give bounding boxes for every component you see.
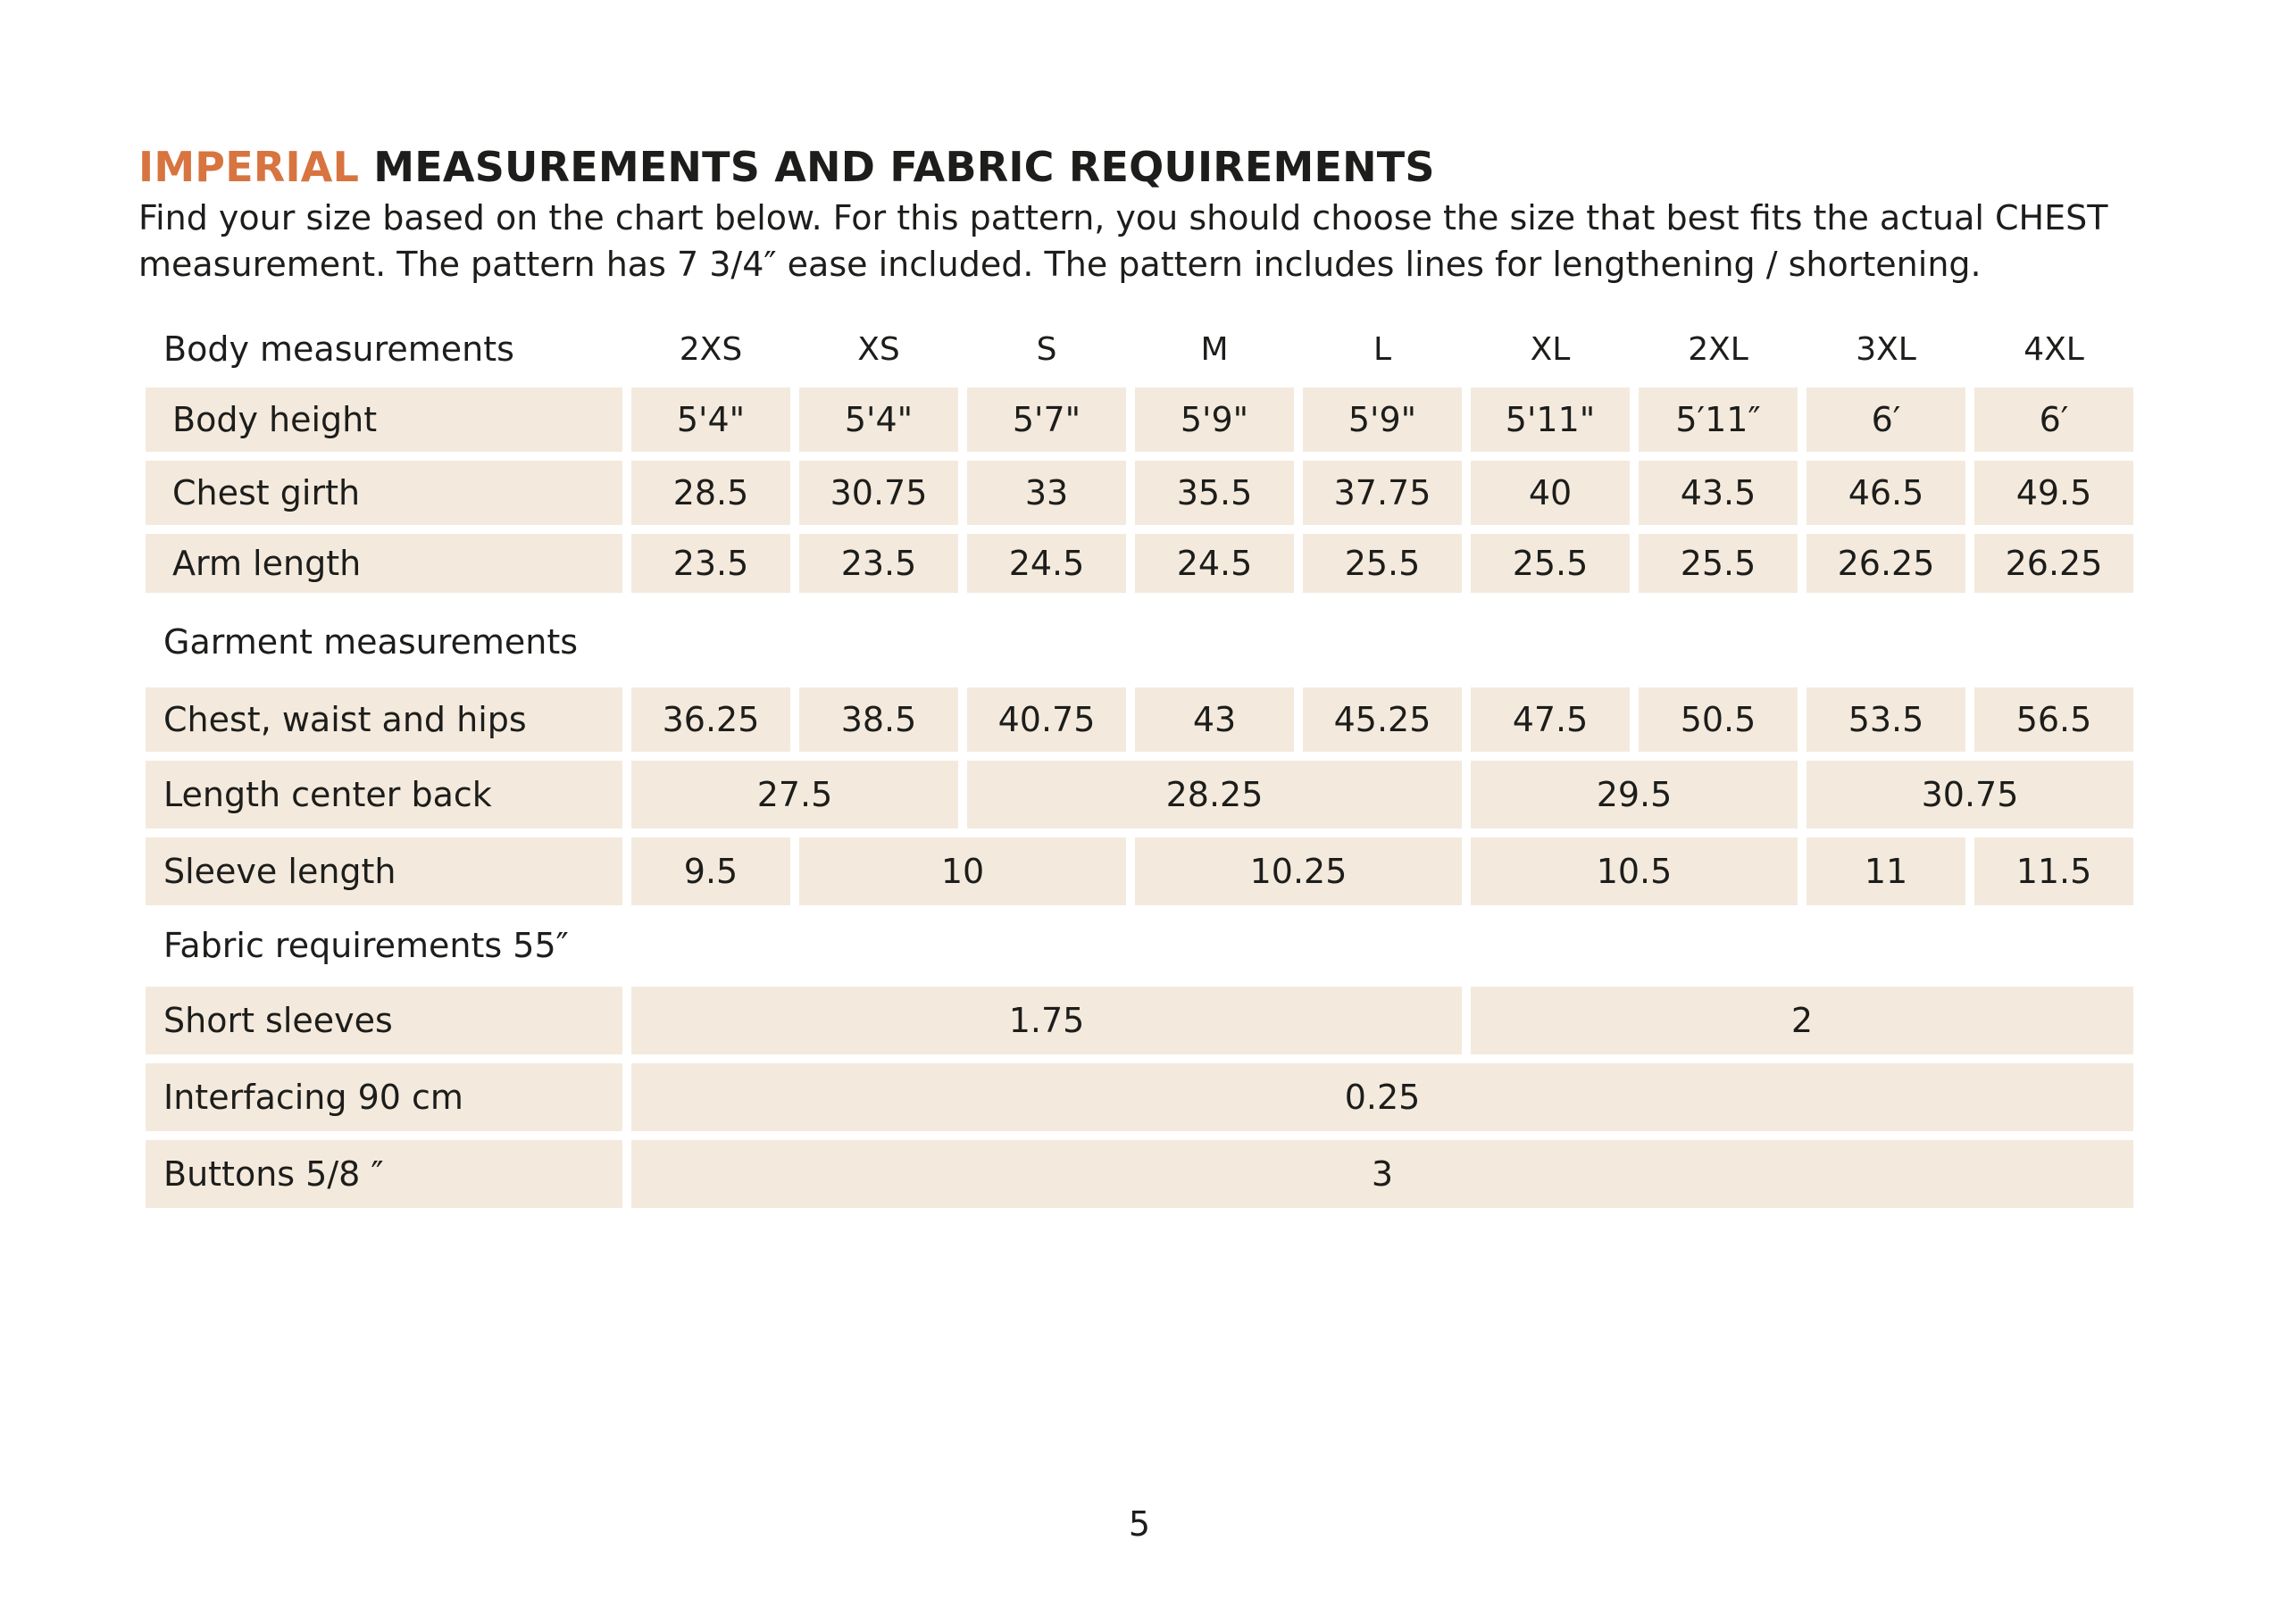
table-cell: 5'4": [799, 387, 958, 452]
table-cell: 24.5: [967, 534, 1126, 593]
table-cell: 43: [1135, 687, 1294, 752]
row-label-buttons: Buttons 5/8 ″: [146, 1140, 622, 1208]
table-cell: 33: [967, 461, 1126, 525]
table-cell: 3: [631, 1140, 2133, 1208]
intro-line-2: measurement. The pattern has 7 3/4″ ease included. The pattern includes lines for lengthening / shortening.: [138, 245, 1982, 284]
table-cell: 10.5: [1471, 837, 1798, 905]
table-cell: 28.25: [967, 761, 1462, 829]
row-label-short-sleeves: Short sleeves: [146, 987, 622, 1054]
row-label-chest-waist-hips: Chest, waist and hips: [146, 687, 622, 752]
size-header: 4XL: [2023, 330, 2084, 368]
size-header: L: [1373, 330, 1392, 368]
size-header: M: [1200, 330, 1229, 368]
intro-line-1: Find your size based on the chart below. For this pattern, you should choose the size that best fits the actual CHEST: [138, 198, 2108, 237]
size-header: XL: [1530, 330, 1571, 368]
size-header: 3XL: [1856, 330, 1916, 368]
table-cell: 53.5: [1807, 687, 1965, 752]
table-cell: 29.5: [1471, 761, 1798, 829]
table-cell: 0.25: [631, 1063, 2133, 1131]
table-cell: 25.5: [1303, 534, 1462, 593]
table-cell: 26.25: [1974, 534, 2133, 593]
table-cell: 23.5: [799, 534, 958, 593]
size-header: XS: [857, 330, 900, 368]
row-label-sleeve-length: Sleeve length: [146, 837, 622, 905]
table-cell: 5′11″: [1639, 387, 1798, 452]
table-cell: 25.5: [1639, 534, 1798, 593]
table-cell: 5'7": [967, 387, 1126, 452]
row-label-interfacing: Interfacing 90 cm: [146, 1063, 622, 1131]
table-cell: 49.5: [1974, 461, 2133, 525]
table-cell: 50.5: [1639, 687, 1798, 752]
section-body-measurements: Body measurements: [163, 329, 514, 369]
size-header: S: [1036, 330, 1057, 368]
table-cell: 23.5: [631, 534, 790, 593]
table-cell: 25.5: [1471, 534, 1630, 593]
table-cell: 30.75: [799, 461, 958, 525]
title-rest: MEASUREMENTS AND FABRIC REQUIREMENTS: [359, 143, 1435, 191]
table-cell: 6′: [1974, 387, 2133, 452]
table-cell: 5'4": [631, 387, 790, 452]
table-cell: 2: [1471, 987, 2133, 1054]
table-cell: 37.75: [1303, 461, 1462, 525]
table-cell: 1.75: [631, 987, 1462, 1054]
section-garment-measurements: Garment measurements: [163, 622, 579, 662]
table-cell: 5'9": [1135, 387, 1294, 452]
table-cell: 38.5: [799, 687, 958, 752]
table-cell: 26.25: [1807, 534, 1965, 593]
table-cell: 46.5: [1807, 461, 1965, 525]
table-cell: 9.5: [631, 837, 790, 905]
table-cell: 43.5: [1639, 461, 1798, 525]
row-label-length-center-back: Length center back: [146, 761, 622, 829]
table-cell: 45.25: [1303, 687, 1462, 752]
table-cell: 10: [799, 837, 1126, 905]
table-cell: 11: [1807, 837, 1965, 905]
row-label-chest-girth: Chest girth: [146, 461, 622, 525]
row-label-body-height: Body height: [146, 387, 622, 452]
table-cell: 11.5: [1974, 837, 2133, 905]
page-number: 5: [1128, 1504, 1151, 1544]
table-cell: 47.5: [1471, 687, 1630, 752]
table-cell: 40: [1471, 461, 1630, 525]
table-cell: 10.25: [1135, 837, 1462, 905]
size-header: 2XL: [1688, 330, 1748, 368]
table-cell: 5'9": [1303, 387, 1462, 452]
table-cell: 56.5: [1974, 687, 2133, 752]
table-cell: 28.5: [631, 461, 790, 525]
table-cell: 27.5: [631, 761, 958, 829]
table-cell: 5'11": [1471, 387, 1630, 452]
table-cell: 24.5: [1135, 534, 1294, 593]
title-accent: IMPERIAL: [138, 143, 360, 191]
row-label-arm-length: Arm length: [146, 534, 622, 593]
section-fabric-requirements: Fabric requirements 55″: [163, 926, 569, 965]
table-cell: 40.75: [967, 687, 1126, 752]
table-cell: 35.5: [1135, 461, 1294, 525]
table-cell: 36.25: [631, 687, 790, 752]
size-header: 2XS: [679, 330, 743, 368]
table-cell: 30.75: [1807, 761, 2133, 829]
table-cell: 6′: [1807, 387, 1965, 452]
